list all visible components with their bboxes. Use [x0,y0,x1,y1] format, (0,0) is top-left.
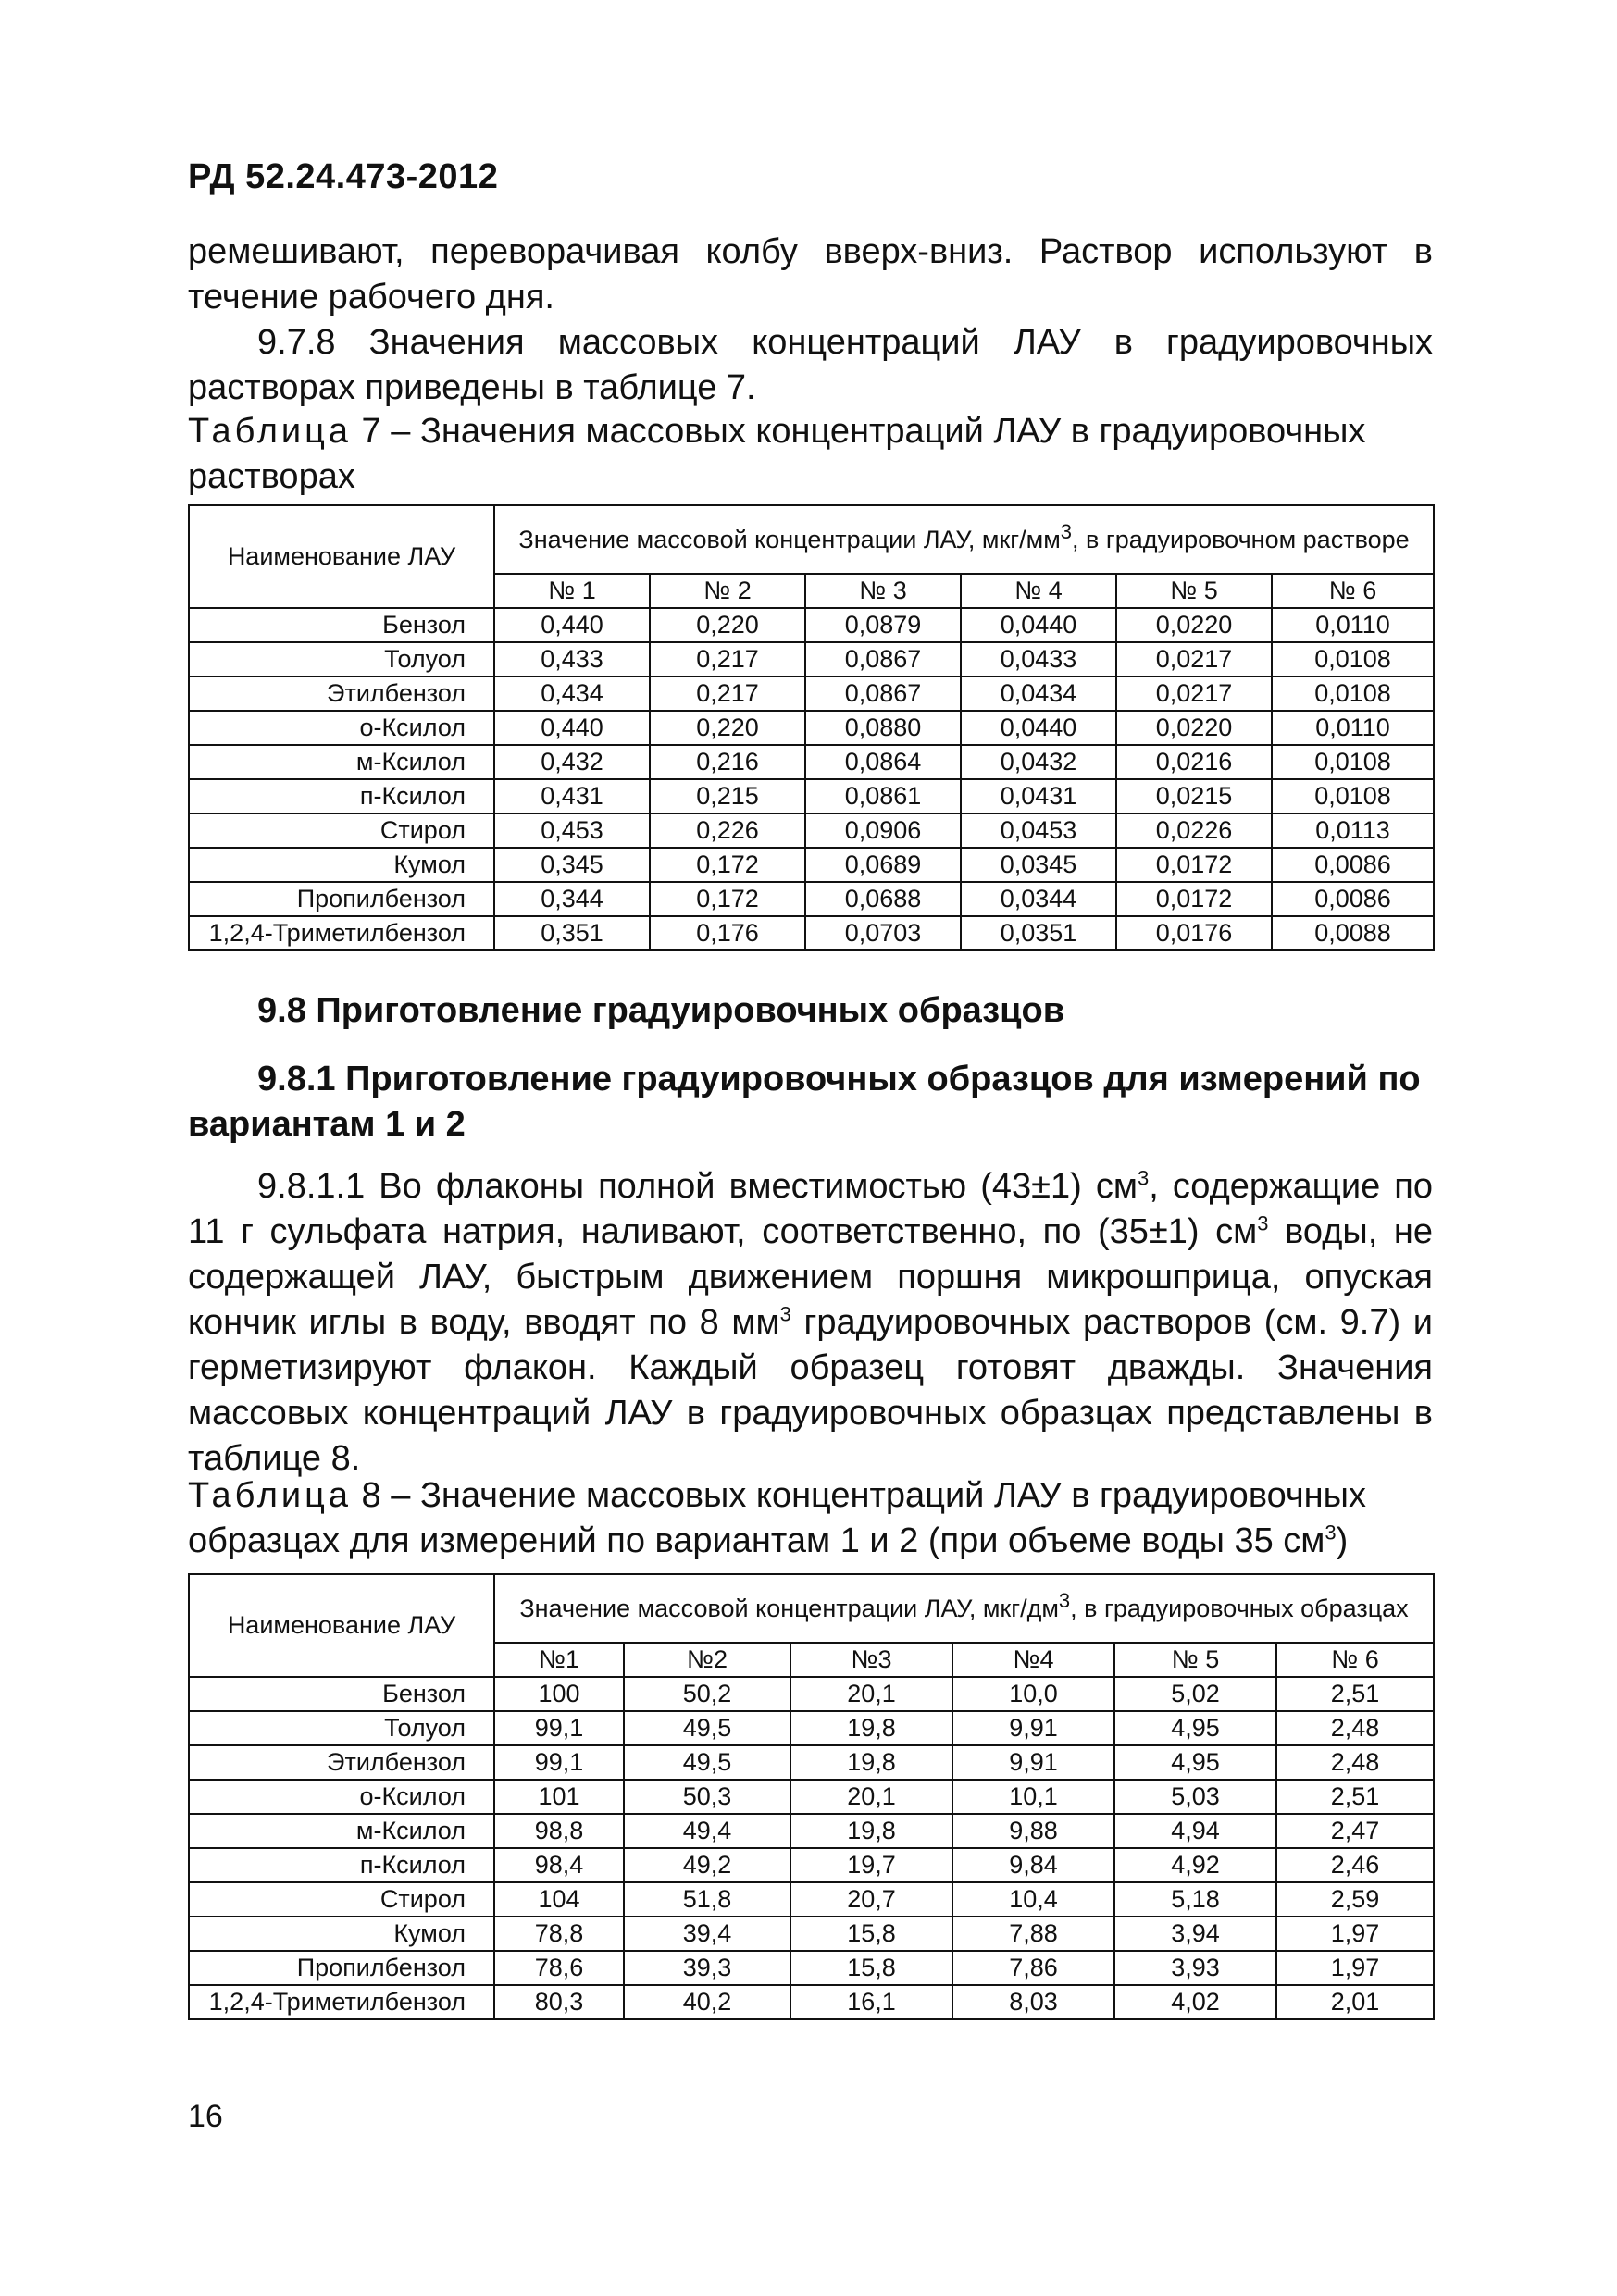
concentration-cell: 5,02 [1114,1677,1276,1711]
concentration-cell: 0,220 [650,608,805,642]
table8-column-header: №1 [494,1643,624,1677]
concentration-cell: 2,48 [1276,1711,1434,1745]
concentration-cell: 0,0440 [961,711,1116,745]
table-row [189,1745,1434,1780]
concentration-cell: 39,4 [624,1917,790,1951]
table-row [189,779,1434,813]
table8-caption-word: Таблица [188,1476,352,1515]
table7-column-header: № 1 [494,574,650,608]
concentration-cell: 0,215 [650,779,805,813]
table8-caption [188,1473,1433,1564]
concentration-cell: 1,97 [1276,1951,1434,1985]
concentration-cell: 3,94 [1114,1917,1276,1951]
table8-column-header: № 6 [1276,1643,1434,1677]
concentration-cell: 0,0864 [805,745,961,779]
table-row [189,676,1434,711]
substance-name-cell: 1,2,4-Триметилбензол [189,1985,494,2019]
concentration-cell: 2,51 [1276,1780,1434,1814]
table8-group-header-sup: 3 [1058,1589,1071,1612]
table-row [189,1882,1434,1917]
table-row [189,813,1434,848]
concentration-cell: 0,0432 [961,745,1116,779]
concentration-cell: 0,0215 [1116,779,1272,813]
concentration-cell: 19,8 [790,1814,952,1848]
table7-caption-text: 7 – Значения массовых концентраций ЛАУ в градуировочных растворах [188,412,1366,496]
table-row [189,916,1434,950]
table8-group-header [494,1574,1434,1643]
concentration-cell: 98,8 [494,1814,624,1848]
substance-name-cell: Стирол [189,1882,494,1917]
section-9-8-heading: 9.8 Приготовление градуировочных образцов [257,991,1065,1030]
sup-cm3-b: 3 [1257,1211,1269,1235]
table7-column-header: № 4 [961,574,1116,608]
concentration-cell: 98,4 [494,1848,624,1882]
table8-column-header: № 5 [1114,1643,1276,1677]
concentration-cell: 0,0216 [1116,745,1272,779]
concentration-cell: 0,0220 [1116,608,1272,642]
table-row [189,1780,1434,1814]
paragraph-9-8-1-1-part-b: , содержащие по 11 г сульфата натрия, наливают, соответственно, по (35±1) см [188,1167,1433,1251]
concentration-cell: 20,1 [790,1677,952,1711]
concentration-cell: 0,0172 [1116,848,1272,882]
concentration-cell: 9,91 [952,1745,1114,1780]
concentration-cell: 9,91 [952,1711,1114,1745]
concentration-cell: 3,93 [1114,1951,1276,1985]
concentration-cell: 0,0108 [1272,642,1434,676]
table-row [189,1985,1434,2019]
table-8 [188,1573,1435,2020]
concentration-cell: 0,0086 [1272,848,1434,882]
substance-name-cell: Бензол [189,608,494,642]
table8-body [189,1677,1434,2019]
concentration-cell: 0,440 [494,608,650,642]
page-number: 16 [188,2099,223,2134]
concentration-cell: 0,351 [494,916,650,950]
table8-column-header: №4 [952,1643,1114,1677]
concentration-cell: 0,217 [650,676,805,711]
table-row [189,745,1434,779]
concentration-cell: 0,345 [494,848,650,882]
table7-caption-word: Таблица [188,412,352,451]
concentration-cell: 101 [494,1780,624,1814]
substance-name-cell: Пропилбензол [189,882,494,916]
concentration-cell: 4,95 [1114,1745,1276,1780]
substance-name-cell: Пропилбензол [189,1951,494,1985]
concentration-cell: 0,432 [494,745,650,779]
concentration-cell: 1,97 [1276,1917,1434,1951]
concentration-cell: 0,431 [494,779,650,813]
table7-group-header [494,505,1434,574]
table7-caption [188,409,1433,500]
concentration-cell: 0,0220 [1116,711,1272,745]
concentration-cell: 80,3 [494,1985,624,2019]
substance-name-cell: Кумол [189,1917,494,1951]
concentration-cell: 0,434 [494,676,650,711]
concentration-cell: 4,02 [1114,1985,1276,2019]
concentration-cell: 2,47 [1276,1814,1434,1848]
concentration-cell: 15,8 [790,1917,952,1951]
concentration-cell: 0,172 [650,882,805,916]
concentration-cell: 9,84 [952,1848,1114,1882]
table-row [189,1677,1434,1711]
substance-name-cell: п-Ксилол [189,1848,494,1882]
concentration-cell: 0,0440 [961,608,1116,642]
concentration-cell: 0,0906 [805,813,961,848]
concentration-cell: 0,0086 [1272,882,1434,916]
table7-column-header: № 6 [1272,574,1434,608]
concentration-cell: 0,0344 [961,882,1116,916]
table7-column-header: № 2 [650,574,805,608]
substance-name-cell: о-Ксилол [189,1780,494,1814]
concentration-cell: 0,440 [494,711,650,745]
concentration-cell: 0,0689 [805,848,961,882]
concentration-cell: 19,8 [790,1745,952,1780]
table-row [189,1711,1434,1745]
concentration-cell: 0,0867 [805,642,961,676]
table7-group-header-text: Значение массовой концентрации ЛАУ, мкг/мм [518,526,1061,553]
table7-column-header: № 3 [805,574,961,608]
concentration-cell: 49,5 [624,1711,790,1745]
concentration-cell: 49,5 [624,1745,790,1780]
concentration-cell: 0,0176 [1116,916,1272,950]
concentration-cell: 2,46 [1276,1848,1434,1882]
concentration-cell: 5,18 [1114,1882,1276,1917]
concentration-cell: 7,88 [952,1917,1114,1951]
concentration-cell: 0,0108 [1272,745,1434,779]
concentration-cell: 0,433 [494,642,650,676]
concentration-cell: 0,176 [650,916,805,950]
concentration-cell: 10,1 [952,1780,1114,1814]
concentration-cell: 0,217 [650,642,805,676]
concentration-cell: 0,0688 [805,882,961,916]
table8-caption-text: 8 – Значение массовых концентраций ЛАУ в градуировочных образцах для измерений по вариантам 1 и 2 (при объеме воды 35 см [188,1476,1366,1560]
concentration-cell: 0,0880 [805,711,961,745]
concentration-cell: 0,0226 [1116,813,1272,848]
table8-column-header: №3 [790,1643,952,1677]
substance-name-cell: п-Ксилол [189,779,494,813]
concentration-cell: 49,4 [624,1814,790,1848]
table8-column-header: №2 [624,1643,790,1677]
table7-body [189,608,1434,950]
section-9-8-1-heading: 9.8.1 Приготовление градуировочных образцов для измерений по вариантам 1 и 2 [188,1060,1421,1144]
table8-caption-sup: 3 [1325,1520,1337,1545]
concentration-cell: 0,0108 [1272,779,1434,813]
substance-name-cell: Стирол [189,813,494,848]
concentration-cell: 0,0108 [1272,676,1434,711]
substance-name-cell: м-Ксилол [189,745,494,779]
concentration-cell: 50,3 [624,1780,790,1814]
concentration-cell: 16,1 [790,1985,952,2019]
table7-group-header-text-end: , в градуировочном растворе [1072,526,1410,553]
table7-group-header-sup: 3 [1060,520,1073,543]
concentration-cell: 19,7 [790,1848,952,1882]
substance-name-cell: Этилбензол [189,1745,494,1780]
concentration-cell: 2,51 [1276,1677,1434,1711]
concentration-cell: 78,6 [494,1951,624,1985]
substance-name-cell: Этилбензол [189,676,494,711]
concentration-cell: 10,0 [952,1677,1114,1711]
table-row [189,711,1434,745]
concentration-cell: 50,2 [624,1677,790,1711]
concentration-cell: 0,0088 [1272,916,1434,950]
concentration-cell: 0,344 [494,882,650,916]
substance-name-cell: о-Ксилол [189,711,494,745]
table-row [189,882,1434,916]
paragraph-9-8-1-1 [188,1164,1433,1482]
concentration-cell: 78,8 [494,1917,624,1951]
substance-name-cell: Толуол [189,642,494,676]
concentration-cell: 0,172 [650,848,805,882]
concentration-cell: 40,2 [624,1985,790,2019]
concentration-cell: 0,0172 [1116,882,1272,916]
table8-name-header: Наименование ЛАУ [189,1574,494,1677]
substance-name-cell: Толуол [189,1711,494,1745]
table-row [189,848,1434,882]
substance-name-cell: Бензол [189,1677,494,1711]
table-row [189,608,1434,642]
table8-group-header-text-end: , в градуировочных образцах [1070,1595,1409,1622]
table8-caption-end: ) [1336,1521,1349,1560]
concentration-cell: 99,1 [494,1711,624,1745]
table-row [189,642,1434,676]
concentration-cell: 10,4 [952,1882,1114,1917]
concentration-cell: 5,03 [1114,1780,1276,1814]
continuation-paragraph: ремешивают, переворачивая колбу вверх-вниз. Раствор используют в течение рабочего дня. [188,232,1433,316]
concentration-cell: 0,0879 [805,608,961,642]
concentration-cell: 0,0217 [1116,676,1272,711]
table7-name-header: Наименование ЛАУ [189,505,494,608]
paragraph-9-7-8: 9.7.8 Значения массовых концентраций ЛАУ в градуировочных растворах приведены в таблице 7. [188,323,1433,407]
table-7 [188,504,1435,951]
table-row [189,1951,1434,1985]
concentration-cell: 19,8 [790,1711,952,1745]
concentration-cell: 99,1 [494,1745,624,1780]
concentration-cell: 51,8 [624,1882,790,1917]
table8-group-header-text: Значение массовой концентрации ЛАУ, мкг/дм [519,1595,1059,1622]
concentration-cell: 100 [494,1677,624,1711]
paragraph-9-8-1-1-part-c: воды, не содержащей ЛАУ, быстрым движением поршня микрошприца, опуская кончик иглы в воду, вводят по 8 мм [188,1212,1433,1342]
concentration-cell: 0,0433 [961,642,1116,676]
concentration-cell: 0,0110 [1272,711,1434,745]
sup-mm3: 3 [779,1302,791,1326]
table-row [189,1917,1434,1951]
document-code: РД 52.24.473-2012 [188,157,499,196]
concentration-cell: 0,0434 [961,676,1116,711]
paragraph-9-8-1-1-part-d: градуировочных растворов (см. 9.7) и герметизируют флакон. Каждый образец готовят дважды. Значения массовых концентраций ЛАУ в градуировочных образцах представлены в таблице 8. [188,1303,1433,1478]
concentration-cell: 2,01 [1276,1985,1434,2019]
concentration-cell: 0,0703 [805,916,961,950]
concentration-cell: 0,226 [650,813,805,848]
table7-column-header: № 5 [1116,574,1272,608]
concentration-cell: 49,2 [624,1848,790,1882]
sup-cm3-a: 3 [1138,1166,1150,1190]
concentration-cell: 0,0861 [805,779,961,813]
concentration-cell: 4,92 [1114,1848,1276,1882]
concentration-cell: 0,0453 [961,813,1116,848]
concentration-cell: 15,8 [790,1951,952,1985]
concentration-cell: 0,0867 [805,676,961,711]
concentration-cell: 0,0351 [961,916,1116,950]
concentration-cell: 7,86 [952,1951,1114,1985]
paragraph-9-8-1-1-part-a: 9.8.1.1 Во флаконы полной вместимостью (43±1) см [257,1167,1138,1206]
table-row [189,1814,1434,1848]
concentration-cell: 20,7 [790,1882,952,1917]
concentration-cell: 9,88 [952,1814,1114,1848]
concentration-cell: 39,3 [624,1951,790,1985]
substance-name-cell: Кумол [189,848,494,882]
concentration-cell: 20,1 [790,1780,952,1814]
concentration-cell: 104 [494,1882,624,1917]
concentration-cell: 0,0217 [1116,642,1272,676]
intro-text [188,230,1433,411]
concentration-cell: 4,94 [1114,1814,1276,1848]
concentration-cell: 0,0345 [961,848,1116,882]
concentration-cell: 0,0113 [1272,813,1434,848]
concentration-cell: 0,0431 [961,779,1116,813]
concentration-cell: 0,0110 [1272,608,1434,642]
concentration-cell: 0,453 [494,813,650,848]
concentration-cell: 8,03 [952,1985,1114,2019]
concentration-cell: 2,59 [1276,1882,1434,1917]
concentration-cell: 4,95 [1114,1711,1276,1745]
substance-name-cell: м-Ксилол [189,1814,494,1848]
substance-name-cell: 1,2,4-Триметилбензол [189,916,494,950]
concentration-cell: 0,220 [650,711,805,745]
table-row [189,1848,1434,1882]
concentration-cell: 2,48 [1276,1745,1434,1780]
concentration-cell: 0,216 [650,745,805,779]
